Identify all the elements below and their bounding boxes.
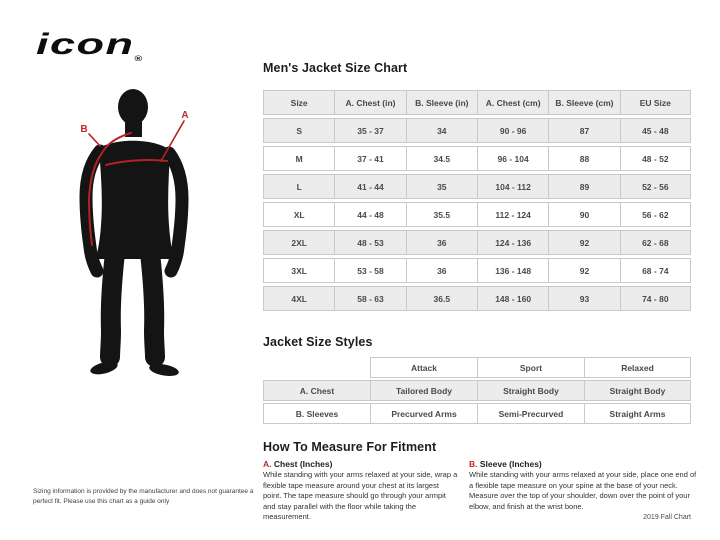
value-cell: 112 - 124 (477, 202, 548, 227)
value-cell: Tailored Body (370, 380, 477, 401)
silhouette-right-leg (150, 253, 155, 357)
value-cell: 92 (548, 258, 619, 283)
row-label: B. Sleeves (263, 403, 370, 424)
size-chart-title: Men's Jacket Size Chart (263, 61, 408, 75)
value-cell: 124 - 136 (477, 230, 548, 255)
measurement-figure (20, 85, 250, 385)
value-cell: 36 (406, 258, 477, 283)
value-cell: 93 (548, 286, 619, 311)
value-cell: Straight Arms (584, 403, 691, 424)
column-header: Attack (370, 357, 477, 378)
measure-sleeve-heading (469, 459, 699, 469)
disclaimer-text: Sizing information is provided by the manufacturer and does not guarantee a perfect fit. Please use this chart as a guide only (33, 488, 254, 505)
table-row (263, 258, 691, 283)
value-cell: 88 (548, 146, 619, 171)
value-cell: 90 (548, 202, 619, 227)
measure-chest-letter: A. (263, 459, 272, 469)
value-cell: 35 - 37 (334, 118, 405, 143)
table-row (263, 118, 691, 143)
value-cell: 148 - 160 (477, 286, 548, 311)
measure-chest-column (263, 459, 459, 523)
value-cell: 37 - 41 (334, 146, 405, 171)
label-b-pointer-line (89, 134, 100, 146)
table-row (263, 380, 691, 401)
silhouette-right-arm (169, 153, 182, 271)
value-cell: 41 - 44 (334, 174, 405, 199)
chart-version: 2019 Fall Chart (643, 514, 691, 521)
size-chart-header (263, 90, 691, 115)
value-cell: 53 - 58 (334, 258, 405, 283)
body-silhouette-figure (20, 85, 250, 385)
value-cell: 35.5 (406, 202, 477, 227)
value-cell: 36 (406, 230, 477, 255)
row-label: XL (263, 202, 334, 227)
measure-title: How To Measure For Fitment (263, 440, 437, 454)
value-cell: 44 - 48 (334, 202, 405, 227)
value-cell: 56 - 62 (620, 202, 691, 227)
header-row (263, 90, 691, 115)
value-cell: 74 - 80 (620, 286, 691, 311)
value-cell: Semi-Precurved (477, 403, 584, 424)
measurement-label-b: B (80, 124, 88, 135)
value-cell: 58 - 63 (334, 286, 405, 311)
table-row (263, 146, 691, 171)
table-row (263, 202, 691, 227)
registered-trademark-icon: ® (134, 56, 143, 63)
value-cell: 90 - 96 (477, 118, 548, 143)
value-cell: 62 - 68 (620, 230, 691, 255)
value-cell: 89 (548, 174, 619, 199)
value-cell: 48 - 52 (620, 146, 691, 171)
measure-sleeve-label: Sleeve (Inches) (479, 459, 542, 469)
value-cell: 45 - 48 (620, 118, 691, 143)
table-row (263, 174, 691, 199)
row-label: S (263, 118, 334, 143)
measure-chest-text: While standing with your arms relaxed at your side, wrap a flexible tape measure around your chest at its largest point. The tape measure should go through your armpit and stay parallel with the floor while taking the measurement. (263, 470, 458, 521)
value-cell: 136 - 148 (477, 258, 548, 283)
style-chart-table (263, 355, 691, 426)
row-label: 4XL (263, 286, 334, 311)
column-header: EU Size (620, 90, 691, 115)
column-header: B. Sleeve (in) (406, 90, 477, 115)
measure-instructions (263, 459, 699, 523)
value-cell: 92 (548, 230, 619, 255)
blank-header-cell (263, 357, 370, 378)
value-cell: 36.5 (406, 286, 477, 311)
column-header: B. Sleeve (cm) (548, 90, 619, 115)
brand-logo-text: icon (36, 28, 135, 61)
table-row (263, 403, 691, 424)
table-row (263, 286, 691, 311)
value-cell: 48 - 53 (334, 230, 405, 255)
size-chart-body (263, 118, 691, 311)
value-cell: 104 - 112 (477, 174, 548, 199)
table-row (263, 230, 691, 255)
row-label: 2XL (263, 230, 334, 255)
value-cell: 52 - 56 (620, 174, 691, 199)
silhouette-torso (96, 141, 173, 259)
silhouette-body (96, 89, 173, 259)
brand-logo (36, 30, 142, 63)
column-header: Relaxed (584, 357, 691, 378)
value-cell: 34 (406, 118, 477, 143)
row-label: M (263, 146, 334, 171)
column-header: Size (263, 90, 334, 115)
style-chart-header (263, 357, 691, 378)
measure-sleeve-letter: B. (469, 459, 478, 469)
column-header: Sport (477, 357, 584, 378)
style-chart-title: Jacket Size Styles (263, 335, 373, 349)
value-cell: Straight Body (477, 380, 584, 401)
style-chart-body (263, 380, 691, 424)
value-cell: 68 - 74 (620, 258, 691, 283)
row-label: L (263, 174, 334, 199)
value-cell: Straight Body (584, 380, 691, 401)
value-cell: 35 (406, 174, 477, 199)
value-cell: 87 (548, 118, 619, 143)
measurement-label-a: A (181, 110, 189, 121)
column-header: A. Chest (cm) (477, 90, 548, 115)
size-chart-table (263, 87, 691, 314)
silhouette-left-leg (110, 253, 115, 357)
measure-chest-label: Chest (Inches) (273, 459, 333, 469)
value-cell: 96 - 104 (477, 146, 548, 171)
column-header: A. Chest (in) (334, 90, 405, 115)
header-row (263, 357, 691, 378)
measure-sleeve-column (469, 459, 699, 523)
measure-chest-heading (263, 459, 459, 469)
measure-sleeve-text: While standing with your arms relaxed at your side, place one end of a flexible tape measure on your spine at the base of your neck. Measure over the top of your shoulder, down over the point of your elbow, and finish at the wrist bone. (469, 470, 697, 511)
value-cell: Precurved Arms (370, 403, 477, 424)
row-label: A. Chest (263, 380, 370, 401)
row-label: 3XL (263, 258, 334, 283)
value-cell: 34.5 (406, 146, 477, 171)
